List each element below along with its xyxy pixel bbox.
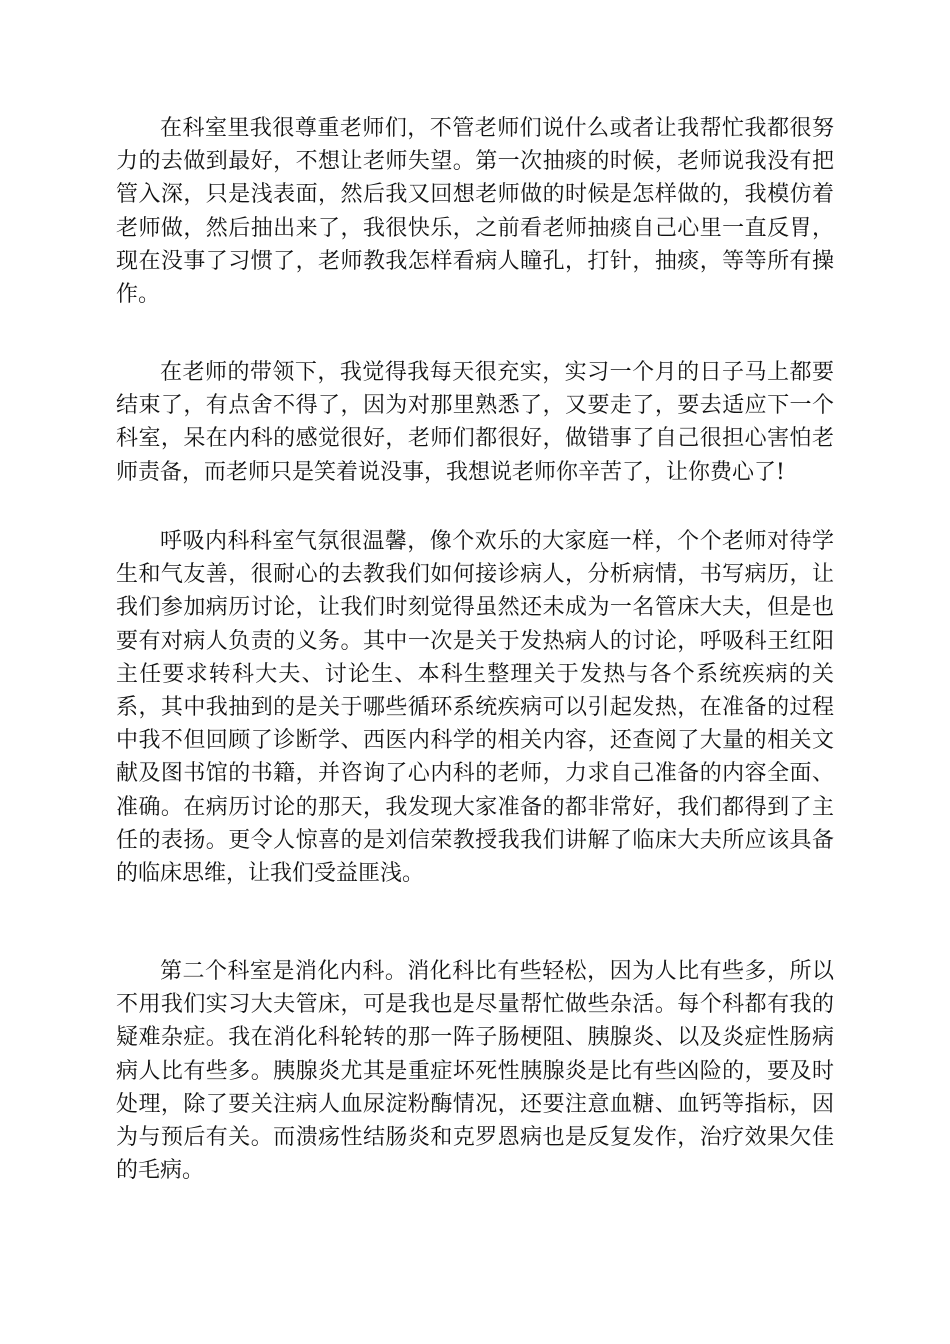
paragraph-2: 在老师的带领下，我觉得我每天很充实，实习一个月的日子马上都要结束了，有点舍不得了，因为对那里熟悉了，又要走了，要去适应下一个科室，呆在内科的感觉很好，老师们都很好，做错事了自己很担心害怕老师责备，而老师只是笑着说没事，我想说老师你辛苦了，让你费心了!	[116, 360, 834, 485]
paragraph-1: 在科室里我很尊重老师们，不管老师们说什么或者让我帮忙我都很努力的去做到最好，不想让老师失望。第一次抽痰的时候，老师说我没有把管入深，只是浅表面，然后我又回想老师做的时候是怎样做的，我模仿着老师做，然后抽出来了，我很快乐，之前看老师抽痰自己心里一直反胃，现在没事了习惯了，老师教我怎样看病人瞳孔，打针，抽痰，等等所有操作。	[116, 116, 834, 308]
paragraph-4: 第二个科室是消化内科。消化科比有些轻松，因为人比有些多，所以不用我们实习大夫管床，可是我也是尽量帮忙做些杂活。每个科都有我的疑难杂症。我在消化科轮转的那一阵子肠梗阻、胰腺炎、以及炎症性肠病病人比有些多。胰腺炎尤其是重症坏死性胰腺炎是比有些凶险的，要及时处理，除了要关注病人血尿淀粉酶情况，还要注意血糖、血钙等指标，因为与预后有关。而溃疡性结肠炎和克罗恩病也是反复发作，治疗效果欠佳的毛病。	[116, 959, 834, 1184]
paragraph-3: 呼吸内科科室气氛很温馨，像个欢乐的大家庭一样，个个老师对待学生和气友善，很耐心的去教我们如何接诊病人，分析病情，书写病历，让我们参加病历讨论，让我们时刻觉得虽然还未成为一名管床大夫，但是也要有对病人负责的义务。其中一次是关于发热病人的讨论，呼吸科王红阳主任要求转科大夫、讨论生、本科生整理关于发热与各个系统疾病的关系，其中我抽到的是关于哪些循环系统疾病可以引起发热，在准备的过程中我不但回顾了诊断学、西医内科学的相关内容，还查阅了大量的相关文献及图书馆的书籍，并咨询了心内科的老师，力求自己准备的内容全面、准确。在病历讨论的那天，我发现大家准备的都非常好，我们都得到了主任的表扬。更令人惊喜的是刘信荣教授我我们讲解了临床大夫所应该具备的临床思维，让我们受益匪浅。	[116, 529, 834, 887]
